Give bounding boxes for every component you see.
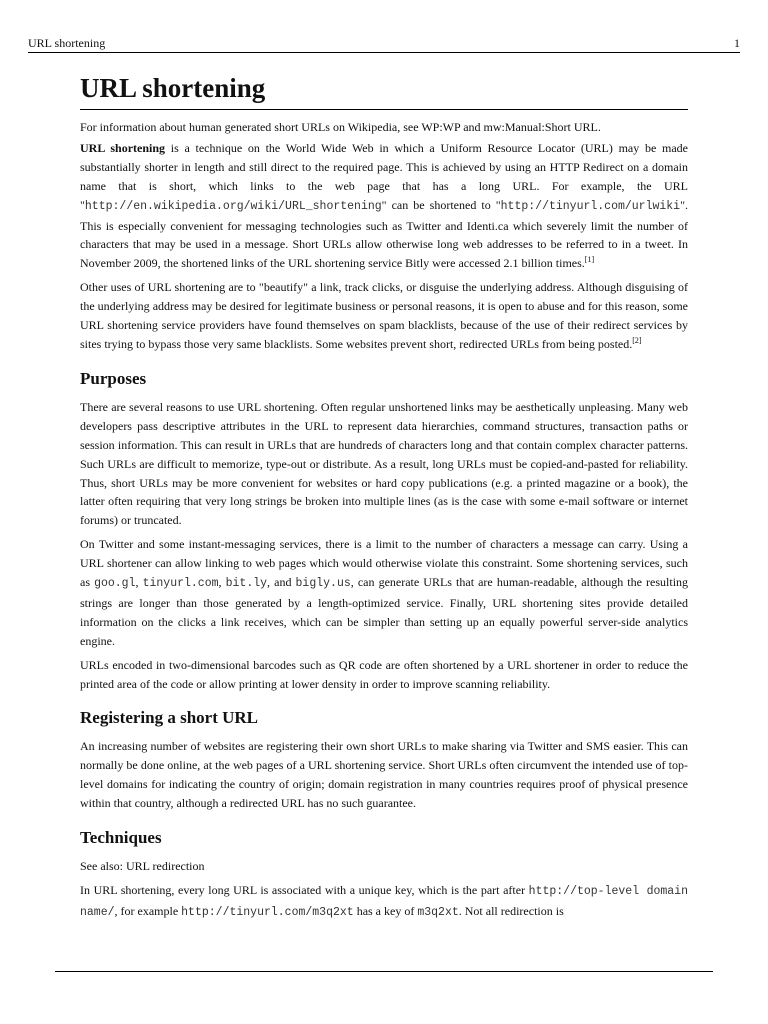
article-body xyxy=(80,70,688,928)
running-header-title: URL shortening xyxy=(28,36,106,50)
intro-term: URL shortening xyxy=(80,140,166,155)
reference-2[interactable]: [2] xyxy=(632,335,642,345)
section-heading-purposes: Purposes xyxy=(80,368,147,388)
code-example-url: http://tinyurl.com/m3q2xt xyxy=(181,905,354,919)
hatnote: For information about human generated short URLs on Wikipedia, see WP:WP and mw:Manual:Short URL. xyxy=(80,120,601,134)
short-url-example[interactable]: http://tinyurl.com/urlwiki xyxy=(500,199,681,213)
service-bit-ly[interactable]: bit.ly xyxy=(225,577,268,591)
service-goo-gl[interactable]: goo.gl xyxy=(94,577,136,591)
service-bigly-us[interactable]: bigly.us xyxy=(295,577,351,591)
footer-rule xyxy=(55,971,713,972)
intro-paragraph-2: Other uses of URL shortening are to "beautify" a link, track clicks, or disguise the underlying address. Although disguising of the underlying address may be desired for legitimate business or personal reasons, it is open to abuse and for this reason, some URL shortening service providers have found themselves on spam blacklists, because of the use of their redirect services by sites trying to bypass those very same blacklists. Some websites prevent short, redirected URLs from being posted.[2] xyxy=(80,280,688,351)
see-also-note: See also: URL redirection xyxy=(80,859,205,874)
section-heading-techniques: Techniques xyxy=(80,828,162,848)
code-example-key: m3q2xt xyxy=(417,905,459,919)
running-header xyxy=(28,36,740,53)
purposes-paragraph-1: There are several reasons to use URL shortening. Often regular unshortened links may be aesthetically unpleasing. Many web developers pass descriptive attributes in the URL to represent data hierarchies, command structures, transaction paths or session information. This can result in URLs that are hundreds of characters long and that contain complex character patterns. Such URLs are difficult to memorize, type-out or distribute. As a result, long URLs must be copied-and-pasted for reliability. Thus, short URLs may be more convenient for websites or hard copy publications (e.g. a printed magazine or a book), the latter often requiring that very long strings be broken into multiple lines (as is the case with some e-mail software or internet forums) or truncated. xyxy=(80,399,688,528)
page-number: 1 xyxy=(734,36,740,50)
registering-paragraph: An increasing number of websites are registering their own short URLs to make sharing via Twitter and SMS easier. This can normally be done online, at the web pages of a URL shortening service. Short URLs often circumvent the intended use of top-level domains for indicating the country of origin; domain registration in many countries requires proof of physical presence within that country, although a redirected URL has no such guarantee. xyxy=(80,739,688,811)
section-heading-registering: Registering a short URL xyxy=(80,708,259,728)
long-url-example[interactable]: http://en.wikipedia.org/wiki/URL_shortening xyxy=(84,199,382,213)
purposes-paragraph-2: On Twitter and some instant-messaging services, there is a limit to the number of characters a message can carry. Using a URL shortener can allow linking to web pages which would otherwise violate this constraint. Some shortening services, such as goo.gl, tinyurl.com, bit.ly, and bigly.us, can generate URLs that are human-readable, although the resulting strings are longer than those generated by a length-optimized service. Finally, URL shortening sites provide detailed information on the clicks a link receives, which can be simpler than setting up an equally powerful server-side analytics engine. xyxy=(80,537,689,648)
code-top-level-domain: http://top-level domain name/ xyxy=(80,885,688,919)
service-tinyurl[interactable]: tinyurl.com xyxy=(142,577,219,591)
reference-1[interactable]: [1] xyxy=(584,255,595,265)
purposes-paragraph-3: URLs encoded in two-dimensional barcodes such as QR code are often shortened by a URL shortener in order to reduce the printed area of the code or allow printing at lower density in order to improve scanning reliability. xyxy=(80,657,688,691)
techniques-paragraph: In URL shortening, every long URL is associated with a unique key, which is the part after http://top-level domain name/, for example http://tinyurl.com/m3q2xt has a key of m3q2xt. Not all redirection is xyxy=(80,883,688,919)
intro-paragraph: URL shortening is a technique on the World Wide Web in which a Uniform Resource Locator (URL) may be made substantially shorter in length and still direct to the required page. This is achieved by using an HTTP Redirect on a domain name that is short, which links to the web page that has a long URL. For example, the URL "http://en.wikipedia.org/wiki/URL_shortening" can be shortened to "http://tinyurl.com/urlwiki". This is especially convenient for messaging technologies such as Twitter and Identi.ca which severely limit the number of characters that may be used in a message. Short URLs allow otherwise long web addresses to be referred to in a tweet. In November 2009, the shortened links of the URL shortening service Bitly were accessed 2.1 billion times.[1] xyxy=(80,140,688,271)
page-title: URL shortening xyxy=(80,70,688,110)
